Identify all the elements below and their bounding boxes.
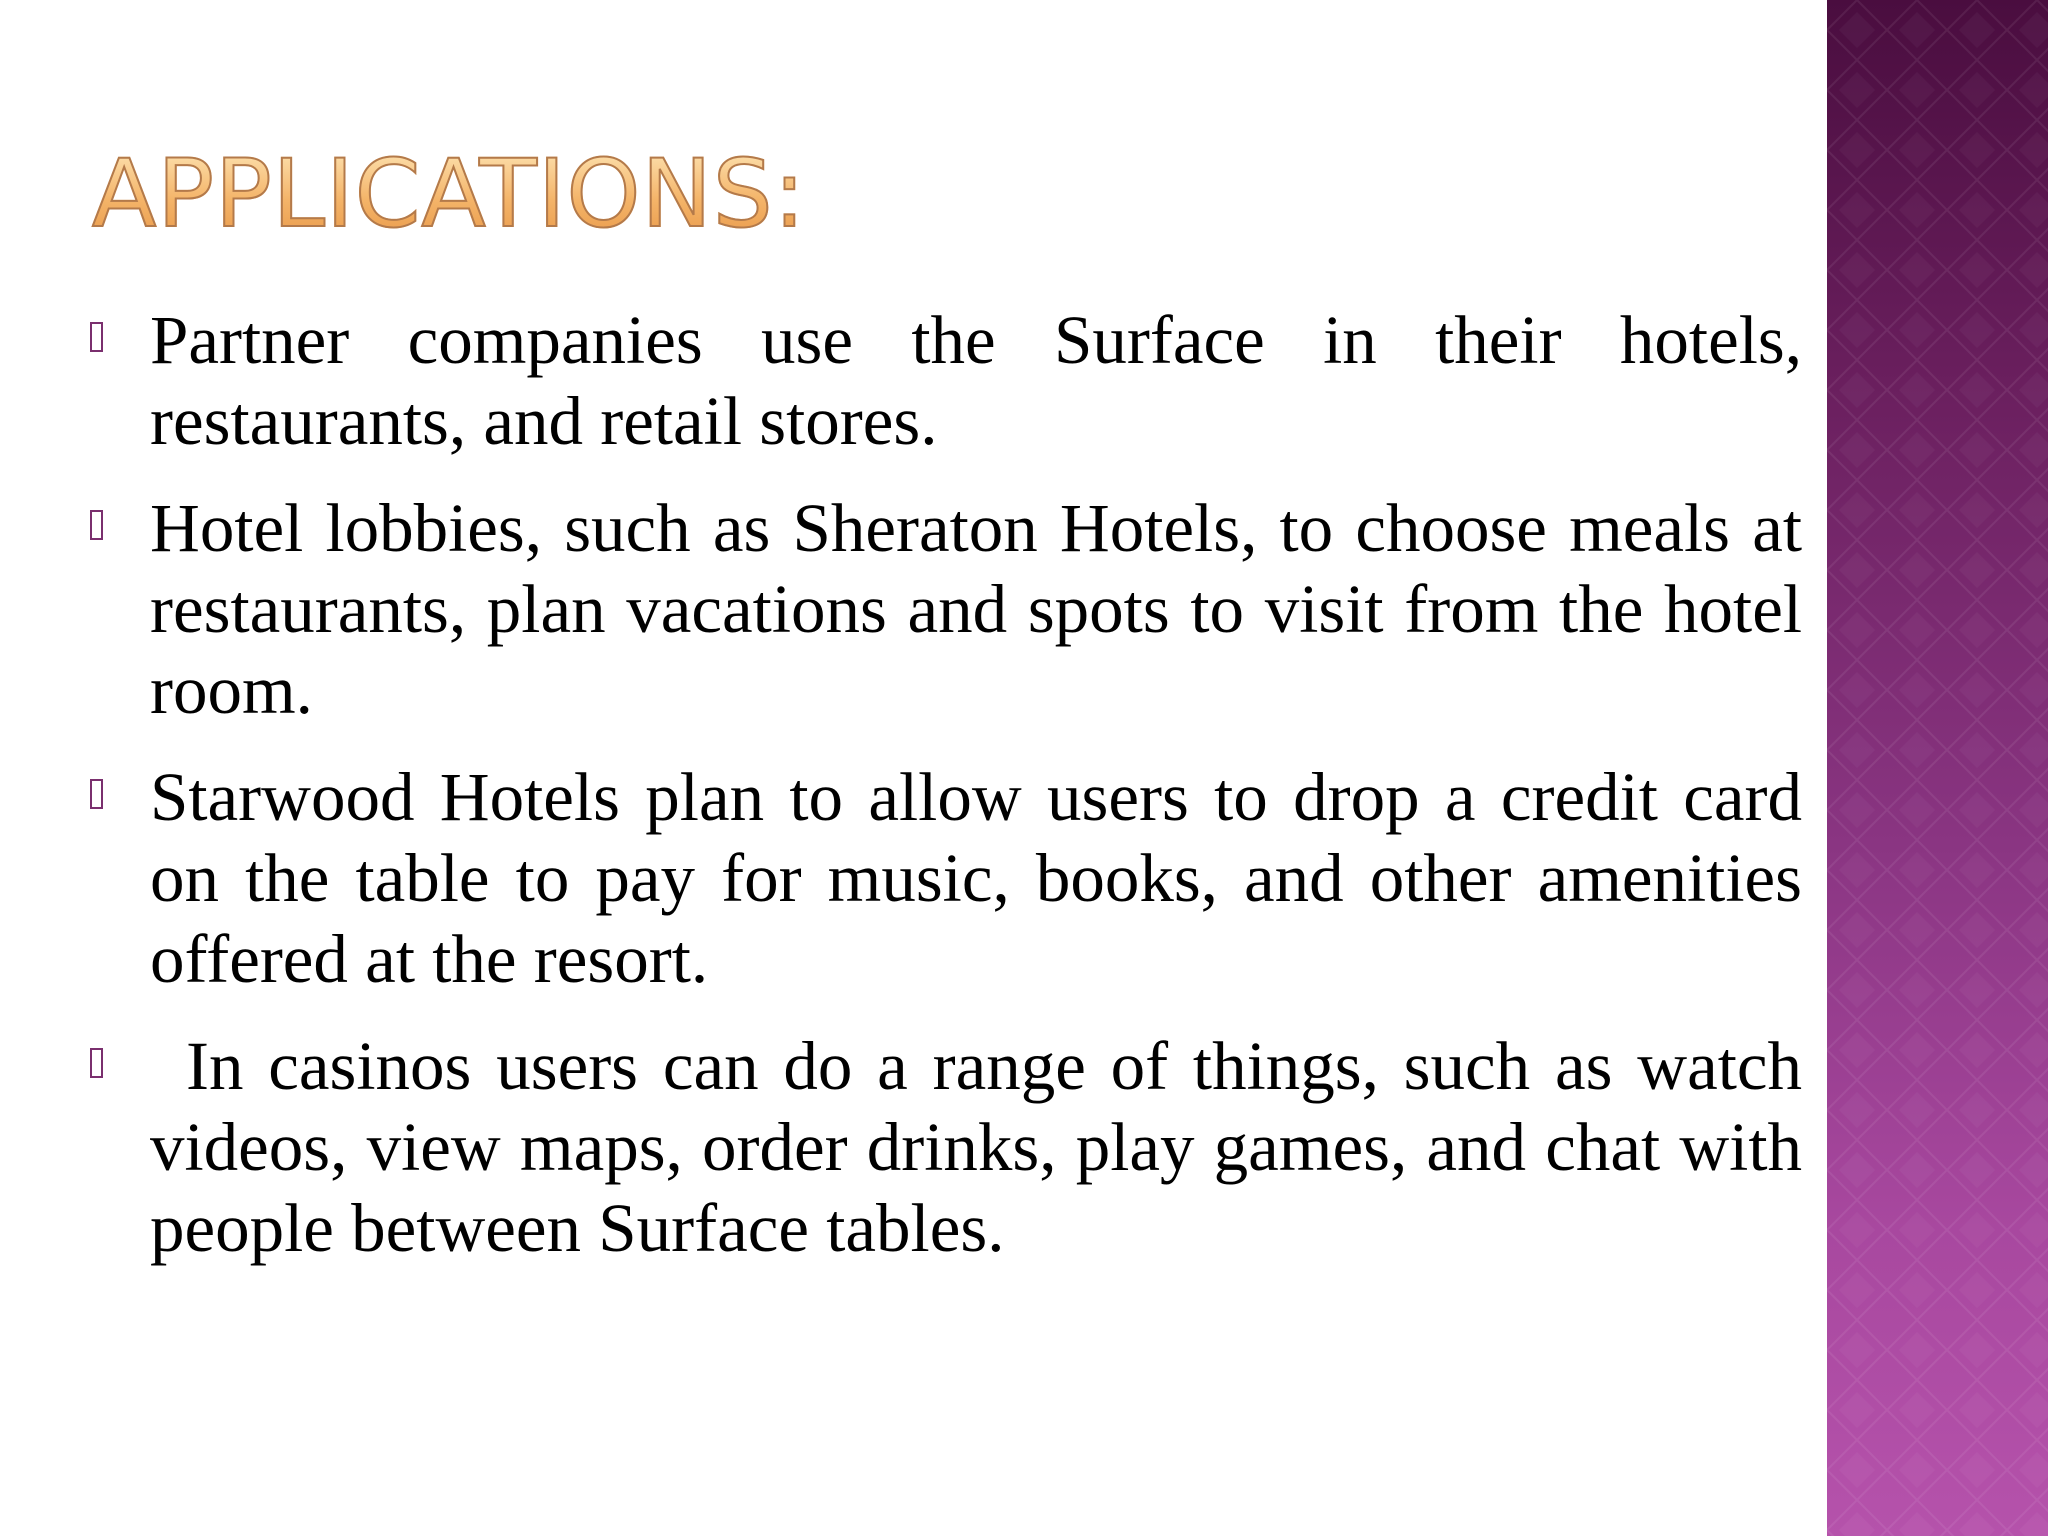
decorative-side-panel xyxy=(1827,0,2048,1536)
bullet-item xyxy=(82,488,1802,731)
bullet-text: Starwood Hotels plan to allow users to drop a credit card on the table to pay for music, books, and other amenities offered at the resort. xyxy=(150,759,1802,997)
slide-title: APPLICATIONS: xyxy=(92,140,807,249)
bullet-marker-icon xyxy=(90,510,103,540)
bullet-marker-icon xyxy=(90,322,103,352)
bullet-item xyxy=(82,1026,1802,1269)
bullet-text: Partner companies use the Surface in their hotels, restaurants, and retail stores. xyxy=(150,302,1802,459)
bullet-list xyxy=(82,300,1802,1295)
bullet-item xyxy=(82,300,1802,462)
bullet-marker-icon xyxy=(90,779,103,809)
bullet-item xyxy=(82,757,1802,1000)
bullet-marker-icon xyxy=(90,1048,103,1078)
bullet-text: In casinos users can do a range of things, such as watch videos, view maps, order drinks, play games, and chat with people between Surface tables. xyxy=(150,1028,1802,1266)
diamond-pattern xyxy=(1827,0,2048,1536)
bullet-text: Hotel lobbies, such as Sheraton Hotels, to choose meals at restaurants, plan vacations and spots to visit from the hotel room. xyxy=(150,490,1802,728)
